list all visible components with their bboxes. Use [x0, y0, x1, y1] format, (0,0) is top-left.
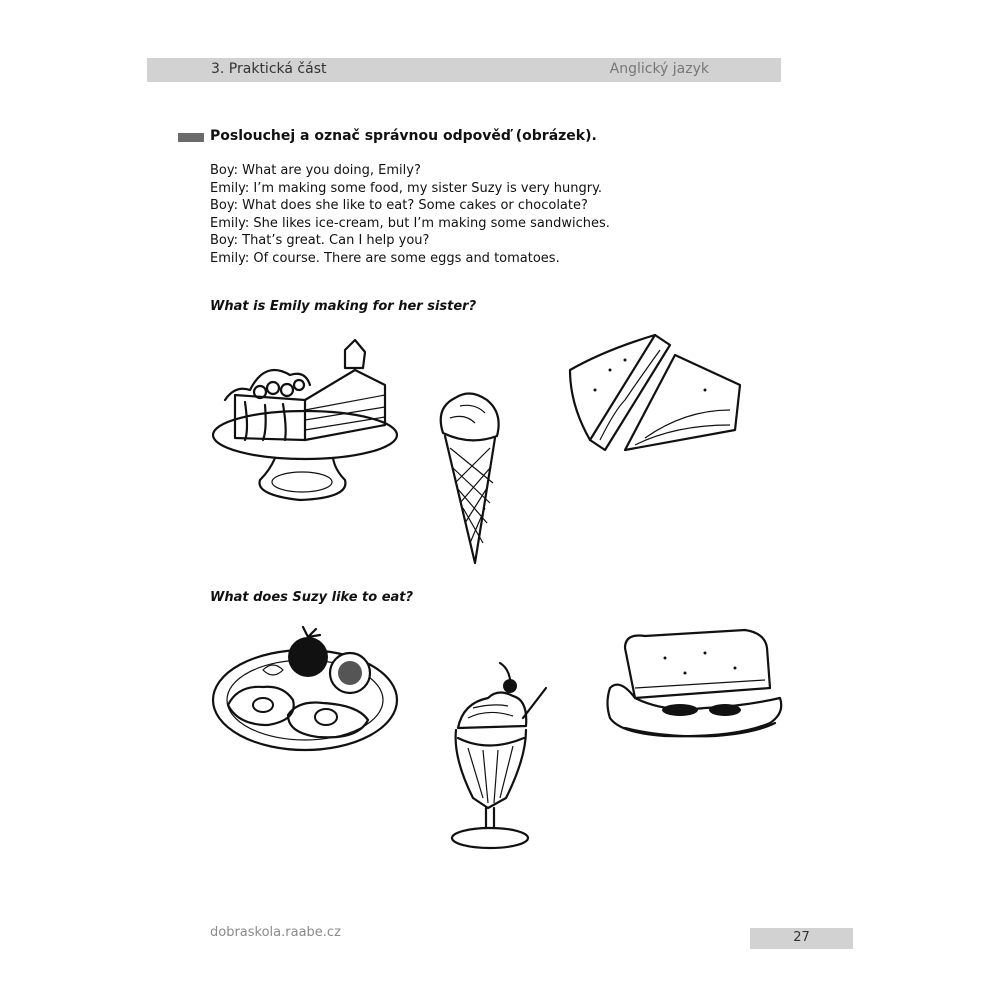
question-2: What does Suzy like to eat? [210, 590, 414, 605]
sandwich-triangles-image[interactable] [565, 330, 750, 460]
dialogue-line: Emily: I’m making some food, my sister Suzy is very hungry. [210, 180, 603, 196]
cake-on-stand-image[interactable] [205, 330, 405, 515]
page-number: 27 [793, 930, 810, 945]
task-instruction: Poslouchej a označ správnou odpověď (obrázek). [210, 128, 597, 144]
eggs-and-tomatoes-plate-image[interactable] [208, 625, 403, 755]
dialogue-line: Emily: Of course. There are some eggs and tomatoes. [210, 250, 560, 266]
footer-url: dobraskola.raabe.cz [210, 925, 341, 940]
dialogue-line: Boy: What are you doing, Emily? [210, 163, 421, 178]
section-title: 3. Praktická část [211, 61, 327, 77]
ice-cream-cone-image[interactable] [435, 388, 505, 568]
task-marker [178, 133, 204, 142]
question-1: What is Emily making for her sister? [210, 299, 477, 314]
dialogue-line: Emily: She likes ice-cream, but I’m making some sandwiches. [210, 215, 610, 231]
dialogue-line: Boy: What does she like to eat? Some cakes or chocolate? [210, 198, 588, 214]
dialogue [210, 162, 610, 268]
sandwich-image[interactable] [605, 628, 785, 748]
subject-title: Anglický jazyk [609, 61, 709, 77]
header-bar [147, 58, 781, 82]
page-number-box [750, 928, 853, 949]
dialogue-line: Boy: That’s great. Can I help you? [210, 233, 430, 249]
ice-cream-sundae-image[interactable] [428, 658, 553, 858]
